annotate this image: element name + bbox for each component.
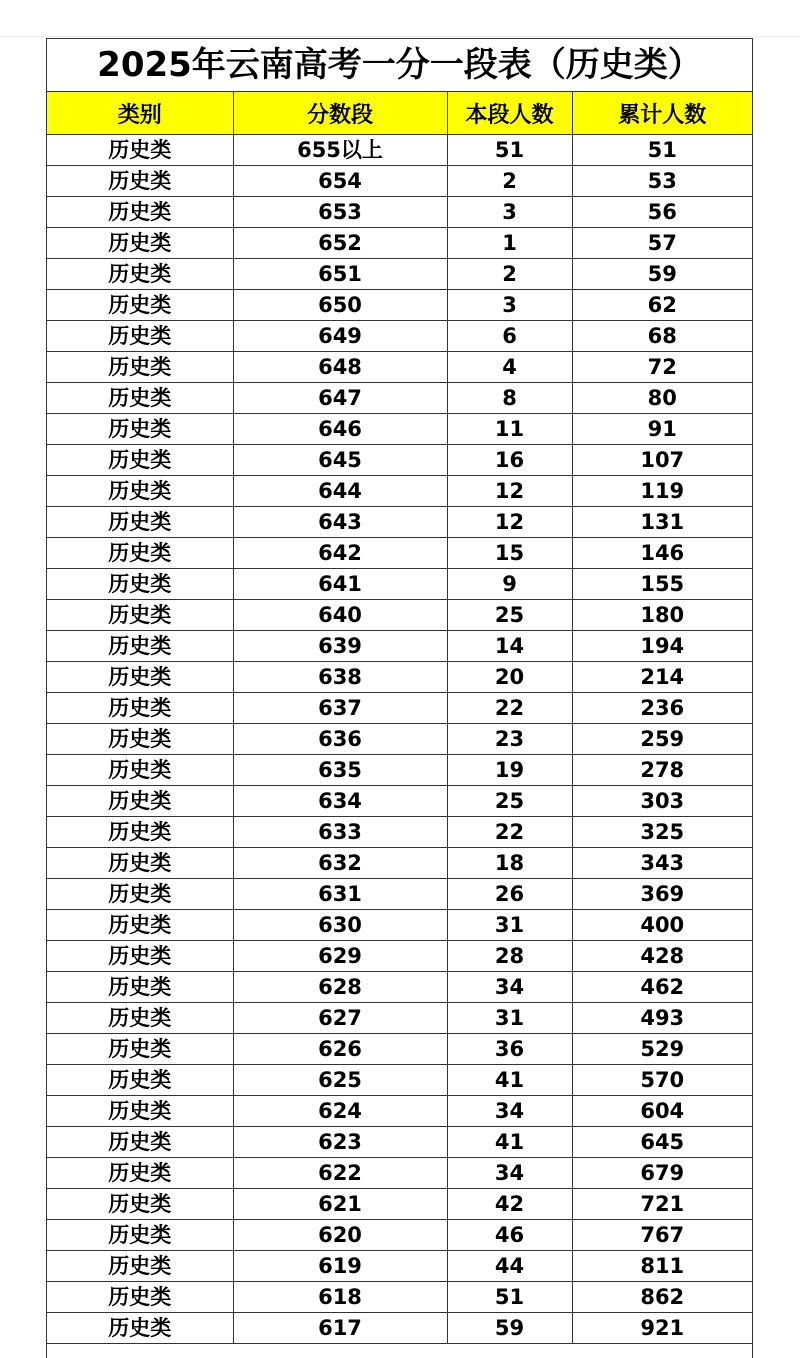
cell-cumulative-count: 68 — [572, 321, 752, 352]
cell-score: 637 — [233, 693, 447, 724]
cell-score: 629 — [233, 941, 447, 972]
cell-category: 历史类 — [47, 321, 233, 352]
cell-cumulative-count: 679 — [572, 1158, 752, 1189]
cell-score: 646 — [233, 414, 447, 445]
cell-cumulative-count: 51 — [572, 135, 752, 166]
cell-category: 历史类 — [47, 259, 233, 290]
cell-score: 654 — [233, 166, 447, 197]
page-title: 2025年云南高考一分一段表（历史类） — [47, 39, 752, 92]
table-header-row — [47, 92, 752, 135]
cell-category: 历史类 — [47, 910, 233, 941]
cell-cumulative-count: 62 — [572, 290, 752, 321]
cell-category: 历史类 — [47, 631, 233, 662]
cell-cumulative-count: 369 — [572, 879, 752, 910]
cell-category: 历史类 — [47, 197, 233, 228]
table-row — [47, 1065, 752, 1096]
cell-category: 历史类 — [47, 817, 233, 848]
cell-score: 622 — [233, 1158, 447, 1189]
table-row — [47, 321, 752, 352]
cell-category: 历史类 — [47, 1313, 233, 1344]
cell-score: 621 — [233, 1189, 447, 1220]
cell-cumulative-count: 570 — [572, 1065, 752, 1096]
cell-cumulative-count: 119 — [572, 476, 752, 507]
table-row — [47, 414, 752, 445]
cell-segment-count: 19 — [447, 755, 572, 786]
cell-score: 634 — [233, 786, 447, 817]
cell-score: 636 — [233, 724, 447, 755]
cell-segment-count: 25 — [447, 600, 572, 631]
cell-category: 历史类 — [47, 135, 233, 166]
cell-segment-count: 51 — [447, 1282, 572, 1313]
cell-segment-count: 59 — [447, 1313, 572, 1344]
table-row — [47, 755, 752, 786]
cell-cumulative-count: 72 — [572, 352, 752, 383]
table-row — [47, 662, 752, 693]
cell-score: 651 — [233, 259, 447, 290]
cell-score: 633 — [233, 817, 447, 848]
cell-segment-count: 11 — [447, 414, 572, 445]
cell-score: 653 — [233, 197, 447, 228]
cell-cumulative-count: 862 — [572, 1282, 752, 1313]
cell-cumulative-count: 180 — [572, 600, 752, 631]
cell-segment-count: 12 — [447, 476, 572, 507]
cell-score: 638 — [233, 662, 447, 693]
table-row — [47, 135, 752, 166]
table-row — [47, 848, 752, 879]
cell-cumulative-count: 131 — [572, 507, 752, 538]
table-row — [47, 538, 752, 569]
cell-score: 635 — [233, 755, 447, 786]
cell-cumulative-count: 529 — [572, 1034, 752, 1065]
cell-category: 历史类 — [47, 1251, 233, 1282]
cell-cumulative-count: 721 — [572, 1189, 752, 1220]
cell-category: 历史类 — [47, 1065, 233, 1096]
cell-cumulative-count: 194 — [572, 631, 752, 662]
cell-segment-count: 2 — [447, 166, 572, 197]
cell-segment-count: 3 — [447, 197, 572, 228]
cell-score: 630 — [233, 910, 447, 941]
cell-segment-count: 22 — [447, 693, 572, 724]
cell-segment-count: 15 — [447, 538, 572, 569]
cell-category: 历史类 — [47, 879, 233, 910]
table-row — [47, 910, 752, 941]
cell-category: 历史类 — [47, 507, 233, 538]
table-row — [47, 197, 752, 228]
table-row — [47, 476, 752, 507]
table-row — [47, 693, 752, 724]
cell-cumulative-count: 146 — [572, 538, 752, 569]
cell-segment-count: 25 — [447, 786, 572, 817]
cell-score: 644 — [233, 476, 447, 507]
cell-category: 历史类 — [47, 941, 233, 972]
cell-cumulative-count: 236 — [572, 693, 752, 724]
cell-category: 历史类 — [47, 290, 233, 321]
table-row — [47, 817, 752, 848]
cell-category: 历史类 — [47, 166, 233, 197]
cell-segment-count: 41 — [447, 1127, 572, 1158]
cell-segment-count: 8 — [447, 383, 572, 414]
cell-segment-count: 6 — [447, 321, 572, 352]
cell-segment-count: 2 — [447, 259, 572, 290]
table-row — [47, 941, 752, 972]
cell-score: 619 — [233, 1251, 447, 1282]
cell-segment-count: 22 — [447, 817, 572, 848]
cell-cumulative-count: 107 — [572, 445, 752, 476]
header-score-range: 分数段 — [233, 92, 447, 135]
table-row — [47, 786, 752, 817]
cell-category: 历史类 — [47, 848, 233, 879]
cell-score: 655以上 — [233, 135, 447, 166]
cell-segment-count: 18 — [447, 848, 572, 879]
cell-score: 620 — [233, 1220, 447, 1251]
cell-cumulative-count: 91 — [572, 414, 752, 445]
table-row — [47, 1220, 752, 1251]
cell-segment-count: 36 — [447, 1034, 572, 1065]
cell-cumulative-count: 80 — [572, 383, 752, 414]
cell-category: 历史类 — [47, 662, 233, 693]
cell-segment-count: 23 — [447, 724, 572, 755]
table-row — [47, 383, 752, 414]
cell-segment-count: 41 — [447, 1065, 572, 1096]
cell-category: 历史类 — [47, 569, 233, 600]
cell-score: 626 — [233, 1034, 447, 1065]
cell-cumulative-count: 59 — [572, 259, 752, 290]
cell-category: 历史类 — [47, 786, 233, 817]
header-segment-count: 本段人数 — [447, 92, 572, 135]
table-row — [47, 1127, 752, 1158]
table-row — [47, 631, 752, 662]
cell-segment-count: 20 — [447, 662, 572, 693]
top-divider — [0, 36, 800, 37]
table-row — [47, 600, 752, 631]
cell-cumulative-count: 155 — [572, 569, 752, 600]
cell-category: 历史类 — [47, 724, 233, 755]
cell-segment-count: 34 — [447, 1096, 572, 1127]
cell-cumulative-count: 921 — [572, 1313, 752, 1344]
cell-category: 历史类 — [47, 693, 233, 724]
header-cumulative-count: 累计人数 — [572, 92, 752, 135]
table-row — [47, 1313, 752, 1344]
score-table — [47, 92, 752, 1344]
cell-segment-count: 51 — [447, 135, 572, 166]
cell-cumulative-count: 56 — [572, 197, 752, 228]
table-row — [47, 569, 752, 600]
cell-score: 648 — [233, 352, 447, 383]
cell-cumulative-count: 259 — [572, 724, 752, 755]
cell-category: 历史类 — [47, 1127, 233, 1158]
cell-cumulative-count: 493 — [572, 1003, 752, 1034]
cell-score: 642 — [233, 538, 447, 569]
table-row — [47, 290, 752, 321]
table-row — [47, 228, 752, 259]
cell-category: 历史类 — [47, 352, 233, 383]
table-row — [47, 1034, 752, 1065]
table-row — [47, 1251, 752, 1282]
cell-segment-count: 31 — [447, 1003, 572, 1034]
table-row — [47, 1003, 752, 1034]
table-row — [47, 166, 752, 197]
cell-segment-count: 3 — [447, 290, 572, 321]
table-body — [47, 135, 752, 1344]
cell-category: 历史类 — [47, 1158, 233, 1189]
cell-cumulative-count: 325 — [572, 817, 752, 848]
cell-segment-count: 4 — [447, 352, 572, 383]
cell-score: 647 — [233, 383, 447, 414]
table-row — [47, 507, 752, 538]
table-row — [47, 445, 752, 476]
table-row — [47, 972, 752, 1003]
cell-score: 632 — [233, 848, 447, 879]
cell-cumulative-count: 57 — [572, 228, 752, 259]
cell-category: 历史类 — [47, 1096, 233, 1127]
cell-cumulative-count: 428 — [572, 941, 752, 972]
cell-score: 650 — [233, 290, 447, 321]
score-table-sheet — [46, 38, 753, 1358]
table-row — [47, 1282, 752, 1313]
cell-segment-count: 44 — [447, 1251, 572, 1282]
cell-category: 历史类 — [47, 414, 233, 445]
cell-segment-count: 31 — [447, 910, 572, 941]
cell-score: 640 — [233, 600, 447, 631]
table-row — [47, 1189, 752, 1220]
header-category: 类别 — [47, 92, 233, 135]
cell-score: 643 — [233, 507, 447, 538]
cell-score: 617 — [233, 1313, 447, 1344]
cell-cumulative-count: 343 — [572, 848, 752, 879]
cell-cumulative-count: 462 — [572, 972, 752, 1003]
cell-cumulative-count: 604 — [572, 1096, 752, 1127]
cell-cumulative-count: 400 — [572, 910, 752, 941]
cell-segment-count: 14 — [447, 631, 572, 662]
cell-category: 历史类 — [47, 1282, 233, 1313]
cell-cumulative-count: 645 — [572, 1127, 752, 1158]
cell-segment-count: 16 — [447, 445, 572, 476]
cell-score: 631 — [233, 879, 447, 910]
cell-score: 649 — [233, 321, 447, 352]
cell-category: 历史类 — [47, 383, 233, 414]
cell-cumulative-count: 303 — [572, 786, 752, 817]
top-margin — [0, 0, 800, 38]
cell-segment-count: 34 — [447, 1158, 572, 1189]
cell-segment-count: 1 — [447, 228, 572, 259]
cell-category: 历史类 — [47, 1220, 233, 1251]
cell-cumulative-count: 53 — [572, 166, 752, 197]
cell-cumulative-count: 278 — [572, 755, 752, 786]
cell-segment-count: 42 — [447, 1189, 572, 1220]
cell-category: 历史类 — [47, 476, 233, 507]
table-row — [47, 1096, 752, 1127]
cell-segment-count: 34 — [447, 972, 572, 1003]
cell-category: 历史类 — [47, 1003, 233, 1034]
cell-category: 历史类 — [47, 755, 233, 786]
cell-segment-count: 12 — [447, 507, 572, 538]
cell-score: 627 — [233, 1003, 447, 1034]
cell-category: 历史类 — [47, 538, 233, 569]
cell-segment-count: 9 — [447, 569, 572, 600]
cell-score: 628 — [233, 972, 447, 1003]
cell-score: 624 — [233, 1096, 447, 1127]
cell-segment-count: 28 — [447, 941, 572, 972]
cell-cumulative-count: 767 — [572, 1220, 752, 1251]
table-row — [47, 259, 752, 290]
cell-category: 历史类 — [47, 600, 233, 631]
cell-score: 623 — [233, 1127, 447, 1158]
cell-category: 历史类 — [47, 228, 233, 259]
cell-score: 625 — [233, 1065, 447, 1096]
cell-score: 645 — [233, 445, 447, 476]
cell-category: 历史类 — [47, 1189, 233, 1220]
cell-category: 历史类 — [47, 1034, 233, 1065]
cell-score: 652 — [233, 228, 447, 259]
cell-cumulative-count: 811 — [572, 1251, 752, 1282]
cell-segment-count: 26 — [447, 879, 572, 910]
table-row — [47, 352, 752, 383]
cell-category: 历史类 — [47, 445, 233, 476]
table-row — [47, 879, 752, 910]
cell-score: 639 — [233, 631, 447, 662]
cell-score: 641 — [233, 569, 447, 600]
cell-segment-count: 46 — [447, 1220, 572, 1251]
table-row — [47, 724, 752, 755]
cell-cumulative-count: 214 — [572, 662, 752, 693]
table-row — [47, 1158, 752, 1189]
cell-score: 618 — [233, 1282, 447, 1313]
cell-category: 历史类 — [47, 972, 233, 1003]
